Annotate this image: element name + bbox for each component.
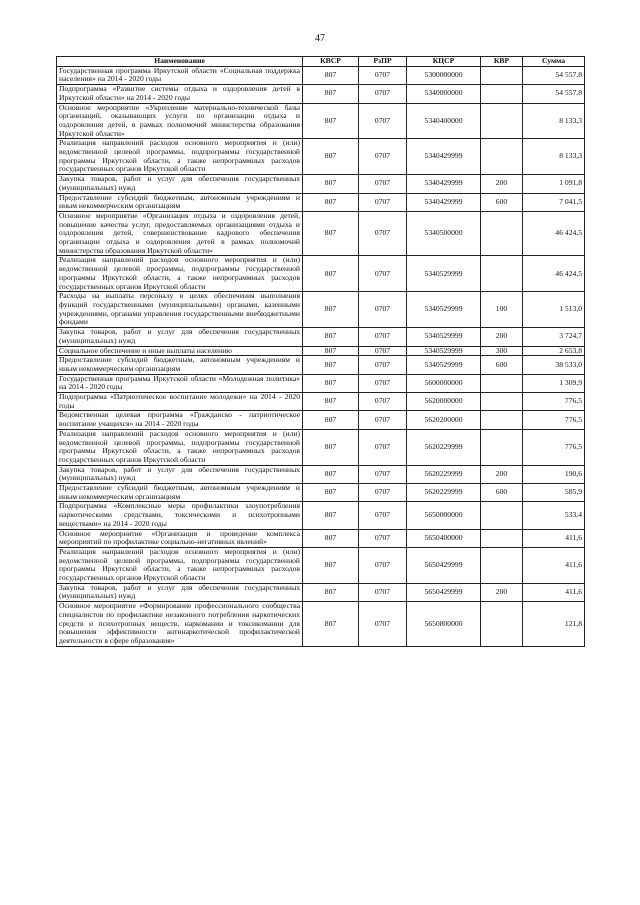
cell-kcsr: 5340429999 <box>407 175 481 193</box>
cell-kvr <box>481 393 523 411</box>
cell-kvr: 600 <box>481 193 523 211</box>
cell-name: Расходы на выплаты персоналу в целях обеспечения выполнения функций государственными (муниципальными) органами, казенными учреждениями, органами управления государственными внебюджетными фондами <box>57 292 303 328</box>
table-row <box>57 356 585 374</box>
cell-rzpr: 0707 <box>359 502 407 529</box>
cell-sum: 776,5 <box>523 393 585 411</box>
cell-kvsr: 807 <box>303 529 359 547</box>
cell-kvsr: 807 <box>303 256 359 292</box>
cell-kvsr: 807 <box>303 292 359 328</box>
table-row <box>57 429 585 465</box>
cell-name: Реализация направлений расходов основного мероприятия и (или) ведомственной целевой программы, подпрограммы государственной программы Иркутской области, а также непрограммных расходов государственных органов Иркутской области <box>57 256 303 292</box>
header-sum: Сумма <box>523 57 585 67</box>
cell-name: Реализация направлений расходов основного мероприятия и (или) ведомственной целевой программы, подпрограммы государственной программы Иркутской области, а также непрограммных расходов государственных органов Иркутской области <box>57 429 303 465</box>
table-row <box>57 85 585 103</box>
cell-kcsr: 5340429999 <box>407 193 481 211</box>
cell-sum: 8 133,3 <box>523 139 585 175</box>
cell-sum: 1 513,0 <box>523 292 585 328</box>
cell-kcsr: 5620229999 <box>407 484 481 502</box>
cell-kvsr: 807 <box>303 346 359 356</box>
header-kvr: КВР <box>481 57 523 67</box>
cell-kvr: 100 <box>481 292 523 328</box>
cell-name: Закупка товаров, работ и услуг для обеспечения государственных (муниципальных) нужд <box>57 465 303 483</box>
cell-rzpr: 0707 <box>359 66 407 84</box>
table-row <box>57 393 585 411</box>
cell-rzpr: 0707 <box>359 85 407 103</box>
cell-kvr <box>481 256 523 292</box>
header-rzpr: РзПР <box>359 57 407 67</box>
cell-kvsr: 807 <box>303 547 359 583</box>
cell-rzpr: 0707 <box>359 292 407 328</box>
cell-kvr <box>481 66 523 84</box>
cell-kvsr: 807 <box>303 602 359 647</box>
cell-name: Реализация направлений расходов основного мероприятия и (или) ведомственной целевой программы, подпрограммы государственной программы Иркутской области, а также непрограммных расходов государственных органов Иркутской области <box>57 547 303 583</box>
cell-name: Ведомственная целевая программа «Гражданско - патриотическое воспитание учащихся» на 2014 - 2020 годы <box>57 411 303 429</box>
cell-sum: 411,6 <box>523 547 585 583</box>
table-row <box>57 328 585 346</box>
cell-kcsr: 5620229999 <box>407 465 481 483</box>
cell-kvsr: 807 <box>303 484 359 502</box>
cell-sum: 585,9 <box>523 484 585 502</box>
cell-name: Подпрограмма «Развитие системы отдыха и оздоровления детей в Иркутской области» на 2014 - 2020 годы <box>57 85 303 103</box>
cell-kcsr: 5340529999 <box>407 356 481 374</box>
cell-kvsr: 807 <box>303 583 359 601</box>
cell-kvsr: 807 <box>303 139 359 175</box>
cell-kcsr: 5650429999 <box>407 547 481 583</box>
cell-sum: 411,6 <box>523 529 585 547</box>
cell-kvr <box>481 547 523 583</box>
table-row <box>57 66 585 84</box>
cell-kvr <box>481 602 523 647</box>
cell-kvr <box>481 103 523 139</box>
table-body <box>57 66 585 646</box>
page-number: 47 <box>315 33 325 44</box>
cell-kcsr: 5340400000 <box>407 103 481 139</box>
cell-sum: 38 533,0 <box>523 356 585 374</box>
cell-kvsr: 807 <box>303 356 359 374</box>
cell-sum: 190,6 <box>523 465 585 483</box>
cell-sum: 54 557,8 <box>523 85 585 103</box>
cell-kvsr: 807 <box>303 502 359 529</box>
cell-name: Предоставление субсидий бюджетным, автономным учреждениям и иным некоммерческим организациям <box>57 484 303 502</box>
table-row <box>57 583 585 601</box>
cell-rzpr: 0707 <box>359 465 407 483</box>
cell-kvr: 200 <box>481 328 523 346</box>
cell-rzpr: 0707 <box>359 529 407 547</box>
cell-kvsr: 807 <box>303 411 359 429</box>
cell-name: Реализация направлений расходов основного мероприятия и (или) ведомственной целевой программы, подпрограммы государственной программы Иркутской области, а также непрограммных расходов государственных органов Иркутской области <box>57 139 303 175</box>
cell-rzpr: 0707 <box>359 374 407 392</box>
cell-kvr <box>481 502 523 529</box>
table-row <box>57 193 585 211</box>
table-row <box>57 465 585 483</box>
cell-name: Государственная программа Иркутской области «Молодежная политика» на 2014 - 2020 годы <box>57 374 303 392</box>
table-row <box>57 211 585 256</box>
cell-rzpr: 0707 <box>359 484 407 502</box>
cell-kcsr: 5340000000 <box>407 85 481 103</box>
table-row <box>57 139 585 175</box>
cell-kvsr: 807 <box>303 175 359 193</box>
cell-sum: 776,5 <box>523 411 585 429</box>
cell-sum: 54 557,8 <box>523 66 585 84</box>
cell-rzpr: 0707 <box>359 103 407 139</box>
cell-rzpr: 0707 <box>359 602 407 647</box>
table-row <box>57 411 585 429</box>
cell-kcsr: 5650429999 <box>407 583 481 601</box>
cell-kvsr: 807 <box>303 429 359 465</box>
cell-rzpr: 0707 <box>359 411 407 429</box>
header-kcsr: КЦСР <box>407 57 481 67</box>
cell-kvr <box>481 211 523 256</box>
cell-sum: 1 091,8 <box>523 175 585 193</box>
table-row <box>57 256 585 292</box>
table-row <box>57 292 585 328</box>
cell-sum: 7 041,5 <box>523 193 585 211</box>
cell-kcsr: 5340529999 <box>407 292 481 328</box>
budget-table <box>56 56 585 647</box>
cell-kcsr: 5340529999 <box>407 256 481 292</box>
cell-rzpr: 0707 <box>359 393 407 411</box>
cell-sum: 776,5 <box>523 429 585 465</box>
cell-sum: 3 724,7 <box>523 328 585 346</box>
cell-kvr: 200 <box>481 175 523 193</box>
cell-kcsr: 5620000000 <box>407 393 481 411</box>
header-name: Наименование <box>57 57 303 67</box>
cell-sum: 46 424,5 <box>523 211 585 256</box>
table-row <box>57 502 585 529</box>
cell-kcsr: 5650000000 <box>407 502 481 529</box>
cell-kvr: 200 <box>481 465 523 483</box>
cell-kcsr: 5620200000 <box>407 411 481 429</box>
cell-kvsr: 807 <box>303 66 359 84</box>
cell-kvr <box>481 85 523 103</box>
cell-kcsr: 5650800000 <box>407 602 481 647</box>
cell-kcsr: 5650400000 <box>407 529 481 547</box>
cell-rzpr: 0707 <box>359 547 407 583</box>
cell-name: Социальное обеспечение и иные выплаты населению <box>57 346 303 356</box>
cell-rzpr: 0707 <box>359 175 407 193</box>
cell-sum: 8 133,3 <box>523 103 585 139</box>
cell-kvr <box>481 411 523 429</box>
cell-name: Закупка товаров, работ и услуг для обеспечения государственных (муниципальных) нужд <box>57 175 303 193</box>
cell-kvr: 300 <box>481 346 523 356</box>
table-row <box>57 175 585 193</box>
cell-name: Закупка товаров, работ и услуг для обеспечения государственных (муниципальных) нужд <box>57 583 303 601</box>
cell-rzpr: 0707 <box>359 356 407 374</box>
cell-kvsr: 807 <box>303 393 359 411</box>
cell-rzpr: 0707 <box>359 346 407 356</box>
cell-name: Основное мероприятие «Укрепление материально-технической базы организаций, оказывающих услуги по организации отдыха и оздоровления детей, в рамках полномочий министерства образования Иркутской области» <box>57 103 303 139</box>
header-kvsr: КВСР <box>303 57 359 67</box>
cell-kvsr: 807 <box>303 328 359 346</box>
cell-kcsr: 5340500000 <box>407 211 481 256</box>
cell-name: Подпрограмма «Комплексные меры профилактики злоупотребления наркотическими средствами, токсическими и психотропными веществами» на 2014 - 2020 годы <box>57 502 303 529</box>
cell-rzpr: 0707 <box>359 193 407 211</box>
cell-kvr <box>481 374 523 392</box>
cell-kcsr: 5340529999 <box>407 346 481 356</box>
cell-name: Государственная программа Иркутской области «Социальная поддержка населения» на 2014 - 2020 годы <box>57 66 303 84</box>
cell-name: Закупка товаров, работ и услуг для обеспечения государственных (муниципальных) нужд <box>57 328 303 346</box>
table-row <box>57 529 585 547</box>
cell-kvsr: 807 <box>303 211 359 256</box>
cell-sum: 1 309,9 <box>523 374 585 392</box>
table-row <box>57 374 585 392</box>
cell-kvr <box>481 529 523 547</box>
cell-rzpr: 0707 <box>359 256 407 292</box>
cell-kcsr: 5620229999 <box>407 429 481 465</box>
cell-kvsr: 807 <box>303 85 359 103</box>
cell-kvr: 200 <box>481 583 523 601</box>
cell-kvsr: 807 <box>303 103 359 139</box>
cell-name: Основное мероприятие «Организация и проведение комплекса мероприятий по профилактике социально-негативных явлений» <box>57 529 303 547</box>
cell-kvsr: 807 <box>303 374 359 392</box>
table-row <box>57 484 585 502</box>
cell-kcsr: 5340429999 <box>407 139 481 175</box>
cell-kvr: 600 <box>481 356 523 374</box>
cell-sum: 2 653,8 <box>523 346 585 356</box>
cell-kvsr: 807 <box>303 465 359 483</box>
cell-name: Предоставление субсидий бюджетным, автономным учреждениям и иным некоммерческим организациям <box>57 193 303 211</box>
cell-rzpr: 0707 <box>359 211 407 256</box>
cell-kcsr: 5300000000 <box>407 66 481 84</box>
cell-sum: 411,6 <box>523 583 585 601</box>
cell-sum: 121,8 <box>523 602 585 647</box>
cell-rzpr: 0707 <box>359 583 407 601</box>
cell-kvr: 600 <box>481 484 523 502</box>
table-row <box>57 547 585 583</box>
cell-name: Основное мероприятие «Формирование профессионального сообщества специалистов по профилактике незаконного потребления наркотических средств и психотропных веществ, наркомании и токсикомании для повышения эффективности антинаркотической профилактической деятельности в сфере образования» <box>57 602 303 647</box>
cell-name: Основное мероприятие «Организация отдыха и оздоровления детей, повышение качества услуг, предоставляемых организациями отдыха и оздоровления детей, совершенствование кадрового обеспечения организации отдыха и оздоровления детей в рамках полномочий министерства образования Иркутской области» <box>57 211 303 256</box>
cell-kvr <box>481 139 523 175</box>
cell-kcsr: 5340529999 <box>407 328 481 346</box>
cell-rzpr: 0707 <box>359 429 407 465</box>
table-header-row <box>57 57 585 67</box>
table-row <box>57 602 585 647</box>
table-row <box>57 103 585 139</box>
cell-kcsr: 5600000000 <box>407 374 481 392</box>
cell-sum: 46 424,5 <box>523 256 585 292</box>
cell-rzpr: 0707 <box>359 328 407 346</box>
cell-kvsr: 807 <box>303 193 359 211</box>
cell-rzpr: 0707 <box>359 139 407 175</box>
cell-name: Предоставление субсидий бюджетным, автономным учреждениям и иным некоммерческим организациям <box>57 356 303 374</box>
cell-kvr <box>481 429 523 465</box>
cell-name: Подпрограмма «Патриотическое воспитание молодежи» на 2014 - 2020 годы <box>57 393 303 411</box>
cell-sum: 533,4 <box>523 502 585 529</box>
